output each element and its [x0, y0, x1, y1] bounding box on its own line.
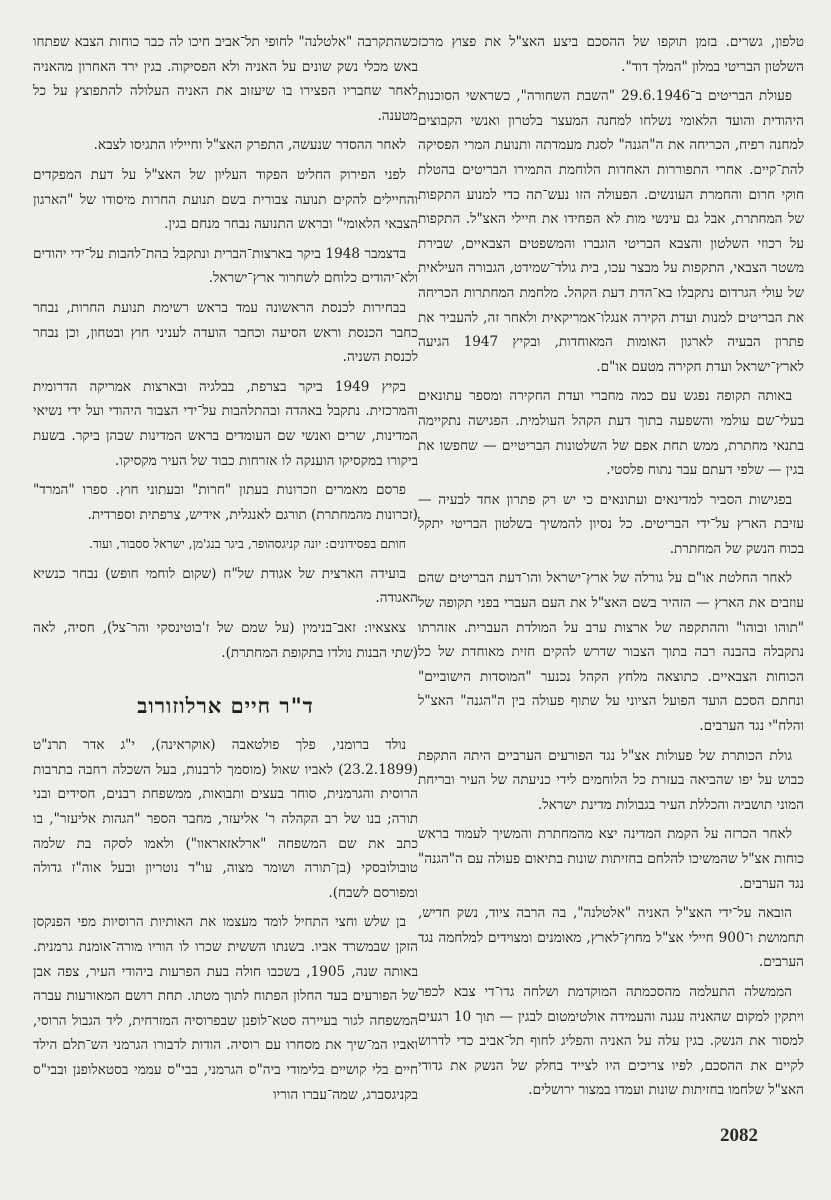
- paragraph: כשהתקרבה "אלטלנה" לחופי תל־אביב חיכו לה כבר כוחות הצבא שפתחו באש מכלי נשק שונים על האניה ולא הפסיקוה. בגין ירד האחרון מהאניה לאחר שחבריו הפצירו בו שיעזוב את האניה העלולה להתפוצץ על כל מטענה.: [33, 34, 418, 124]
- paragraph: הממשלה התעלמה מהסכמתה המוקדמת ושלחה גדו־די צבא לכפר ויתקין למקום שהאניה עגנה והעמידה אולטימטום לבגין — תוך 10 רגעים למסור את הנשק. בגין עלה על האניה והפליג לחוף תל־אביב כדי לדרוש לקיים את ההסכם, לפיו צריכים היו לצייד בחלק של הנשק את גדודי האצ"ל שלחמו בחזיתות שונות ועמדו במצור ירושלים.: [418, 983, 804, 1099]
- paragraph: לפני הפירוק החליט הפקוד העליון של האצ"ל על דעת המפקדים והחיילים להקים תנועה צבורית בשם תנועת החרות מיסודו של "הארגון הצבאי הלאומי" ובראש התנועה נבחר מנחם בגין.: [33, 166, 418, 233]
- paragraph: טלפון, גשרים. בזמן תוקפו של ההסכם ביצע האצ"ל את פצוץ מרכז השלטון הבריטי במלון "המלך דוד".: [418, 34, 804, 75]
- paragraph: פעולת הבריטים ב־29.6.1946 "השבת השחורה", כשראשי הסוכנות היהודית והועד הלאומי נשלחו למחנה המעצר בלטרון ואנשי הקבוצים למחנה רפיח, הכריחה את ה"הגנה" לסגת מעמדתה ותנועת המרי הפסיקה להת־קיים. אחרי התפוררות האחדות הלוחמת התמירו הבריטים בהטלת חוקי חרום והחמרת העונשים. הפעולה הזו נעש־תה כדי למנוע התקפות של המחתרת, אבל גם עינשי מות לא הפחידו את חיילי האצ"ל. התקפות על רכוזי השלטון והצבא הבריטי הוגברו והמשפטים הצבאיים, שבירת משטר הצבאי, התקפות על מבצר עכו, בית גולד־שמידט, הגבורה העילאית של עולי הגרדום נתקבלו בא־הדת דעת הקהל. מלחמת המחתרות הכריחה את הבריטים למנות ועדת הקירה אנגלו־אמריקאית ולאחר זה, להעביר את פתרון הבעיה לארגון האומות המאוחדות, ובקיץ 1947 הגיעה לארץ־ישראל ועדת חקירה מטעם או"ם.: [418, 88, 804, 375]
- paragraph: בדצמבר 1948 ביקר בארצות־הברית ונתקבל בהת־להבות על־ידי יהודים ולא־יהודים כלוחם לשחרור ארץ־ישראל.: [33, 245, 418, 287]
- page-number: 2082: [720, 1125, 758, 1146]
- left-column: [33, 30, 418, 1112]
- paragraph: לאחר ההסדר שנעשה, התפרק האצ"ל וחייליו התגיסו לצבא.: [93, 137, 406, 154]
- paragraph: בן שלש וחצי התחיל לומד מעצמו את האותיות הרוסיות מפי הפנקסן הזקן שבמשרד אביו. בשנתו הששית שכרו לו הוריו מורה־אומנת גרמנית. באותה שנה, 1905, בשכבו חולה בעת הפרעות ביהודי העיר, צפה אבן של הפורעים בעד החלון הפתוח לתוך מטתו. תחת רושם המאורעות עברה המשפחה לגור בעיירה סטא־לופנן שבפרוסיה המזרחית, ליד הגבול הרוסי, ואביו המ־שיך את מסחרו עם רוסיה. הודות לדבורו הגרמני הש־תלם הילד חיים בלי קושיים בלימודי ביה"ס הגרמני, בבי"ס עממי בסטאלופנן ובבי"ס בקניגסברג, שמה־עברו הוריו: [33, 914, 419, 1103]
- pseudonyms-line: חותם בפסידונים: יונה קניגסהופר, ביגר בנג'מן, ישראל ססבור, ועוד.: [88, 536, 406, 552]
- descendants-line: צאצאיו: זאב־בנימין (על שמם של ז'בוטינסקי והר־צל), חסיה, לאה (שתי הבנות נולדו בתקופת המחתרת).: [33, 620, 418, 661]
- paragraph: בפגישות הסביר למדינאים ועתונאים כי יש רק פתרון אחד לבעיה — עזיבת הארץ על־ידי הבריטים. כל נסיון להמשיך בשלטון הבריטי יתקל בכוח הנשק של המחתרת.: [418, 491, 804, 557]
- paragraph: בועידה הארצית של אגודת של"ח (שקום לוחמי חופש) נבחר כנשיא האגודה.: [33, 565, 418, 607]
- paragraph: לאחר הכרזה על הקמת המדינה יצא מהמחתרת והמשיך לעמוד בראש כוחות אצ"ל שהמשיכו להלחם בחזיתות שונות בתיאום פעולה עם ה"הגנה" נגד הערבים.: [418, 826, 804, 892]
- paragraph: פרסם מאמרים וזכרונות בעתון "חרות" ובעתוני חוץ. ספרו "המרד" (זכרונות מהמחתרת) תורגם לאנגלית, אידיש, צרפתית וספרדית.: [33, 482, 418, 523]
- paragraph: בבחירות לכנסת הראשונה עמד בראש רשימת תנועת החרות, נבחר כחבר הכנסת וראש הסיעה וכחבר הועדה לעניני חוץ ובטחון, וכן נבחר לכנסת השניה.: [33, 299, 418, 366]
- paragraph: באותה תקופה נפגש עם כמה מחברי ועדת החקירה ומספר עתונאים בעלי־שם עולמי והשפעה בתוך דעת הקהל העולמית. הפגישה נתקיימה בתנאי מחתרת, ממש תחת אפם של השלטונות הבריטיים — שחפשו את בגין — שלפי דעתם עבר נתוח פלסטי.: [418, 388, 804, 479]
- right-column: [418, 30, 804, 1108]
- paragraph: לאחר החלטת או"ם על גורלה של ארץ־ישראל והו־דעת הבריטים שהם עוזבים את הארץ — הזהיר בשם האצ"ל את העם העברי בפני תקופה של "תוהו ובוהו" וההתקפה של ארצות ערב על המולדת העברית. אזהרתו נתקבלה בהבנה רבה בתוך הצבור שדרש להקים חזית מאוחדת של כל הכוחות הצבאיים. כתוצאה מלחץ הקהל נכנער "המוסדות הישוביים" ונחתם הסכם הועד הפועל הציוני על שתוף פעולה בין ה"הגנה" האצ"ל והלח"י נגד הערבים.: [418, 570, 804, 735]
- paragraph: בקיץ 1949 ביקר בצרפת, בבלגיה ובארצות אמריקה הדרומית והמרכזית. נתקבל באהדה ובהתלהבות על־ידי הצבור היהודי ועל ידי נשיאי המדינות, שרים ואנשי שם העומדים בראש המדינות שבהן ביקר. בשעת ביקורו במקסיקו הוענקה לו אזרחות כבוד של העיר מקסיקו.: [33, 378, 418, 469]
- paragraph: גולת הכותרת של פעולות אצ"ל נגד הפורעים הערביים היתה התקפת כבוש על יפו שהביאה בעזרת כל הלוחמים לידי כניעתה של העיר ובריחת המוני תושביה והכללת העיר בגבולות מדינת ישראל.: [418, 747, 804, 813]
- paragraph: נולד ברומני, פלך פולטאבה (אוקראינה), י"ג אדר תרנ"ט (23.2.1899) לאביו שאול (מוסמך לרבנות, בעל השכלה רחבה בתרבות הרוסית והגרמנית, סוחר בעצים ותבואות, ממשפחת רבנים, חסידים ובני תורה; בנו של רב הקהלה ר' אליעזר, מחבר הספר "הגהות אליעזר", בו כתב את שם המשפחה "ארלאזאראוו") ולאמו לסקה בת שלמה טובולובסקי (בן־תורה ושומר מצוה, עו"ד נוטריון ובעל אוה"ז גדולה ומפורסם לשבח).: [33, 737, 418, 901]
- paragraph: הובאה על־ידי האצ"ל האניה "אלטלנה", בה הרבה ציוד, נשק חדיש, תחמושת ו־900 חיילי אצ"ל מחוץ־לארץ, מאומנים ומצוידים למלחמה נגד הערבים.: [418, 905, 804, 971]
- section-heading: ד"ר חיים ארלוזורוב: [137, 693, 314, 719]
